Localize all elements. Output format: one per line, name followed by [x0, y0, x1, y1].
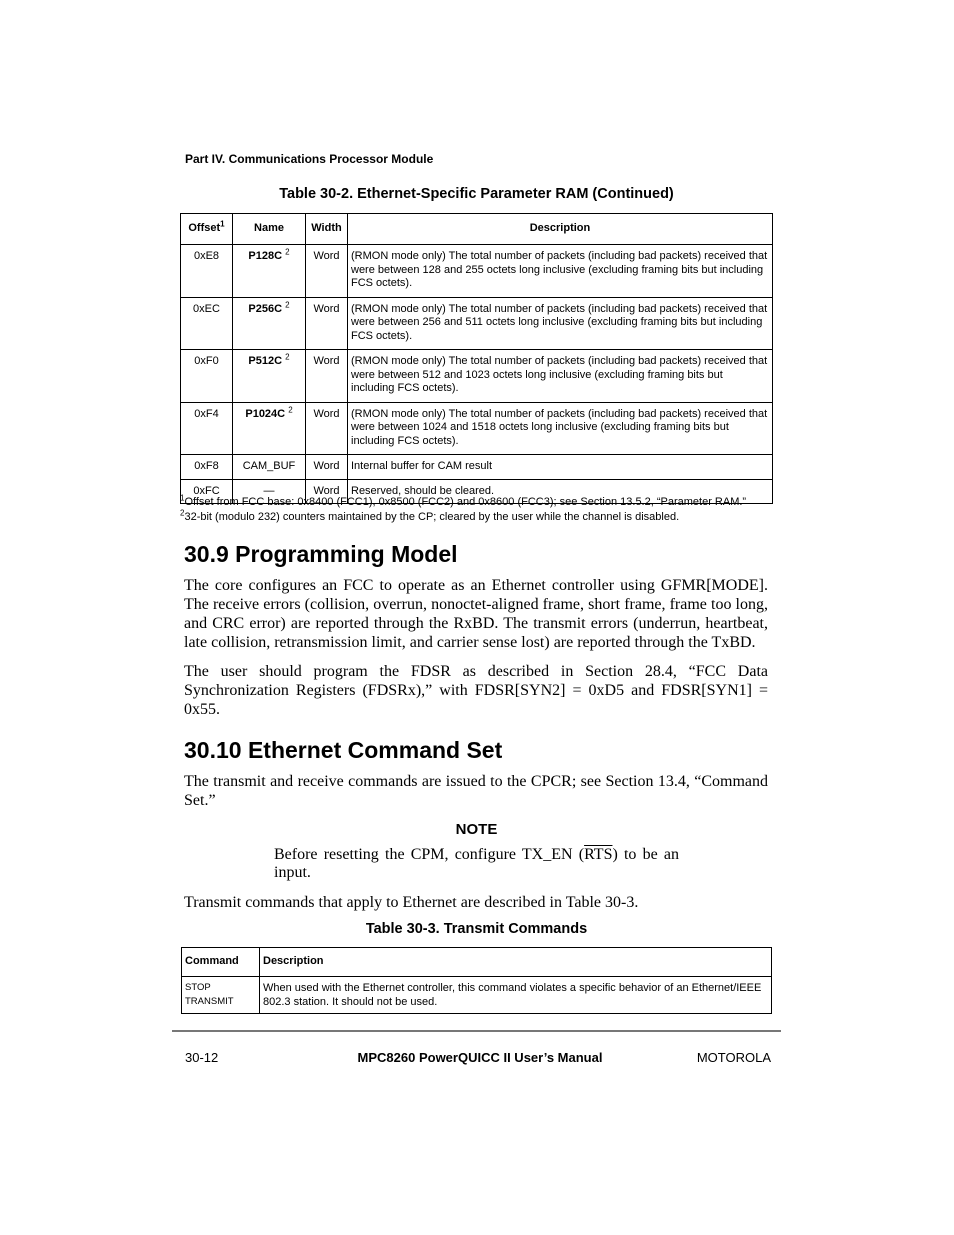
section-heading-ethernet-command-set: 30.10 Ethernet Command Set	[184, 737, 503, 763]
table-footnotes	[180, 495, 746, 525]
column-header-description: Description	[348, 214, 773, 245]
cell-name: P1024C $^2$	[233, 402, 306, 455]
cell-offset: 0xE8	[181, 245, 233, 298]
manual-title: MPC8260 PowerQUICC II User’s Manual	[357, 1050, 603, 1065]
table-row	[181, 297, 773, 350]
section-heading-programming-model: 30.9 Programming Model	[184, 541, 458, 567]
table-title: Table 30-2. Ethernet-Specific Parameter RAM (Continued)	[279, 186, 674, 202]
column-header-command: Command	[182, 948, 260, 977]
cell-description: Reserved, should be cleared.	[348, 479, 773, 504]
paragraph: Transmit commands that apply to Ethernet are described in Table 30-3.	[184, 894, 639, 911]
cell-name: P256C $^2$	[233, 297, 306, 350]
running-head: Part IV. Communications Processor Module	[185, 152, 434, 166]
page-number: 30-12	[185, 1050, 219, 1065]
column-header-description: Description	[260, 948, 772, 977]
cell-offset: 0xF0	[181, 350, 233, 403]
table-row	[181, 402, 773, 455]
cell-name: —	[233, 479, 306, 504]
cell-description: When used with the Ethernet controller, this command violates a specific behavior of an Ethernet/IEEE 802.3 station. It should not be used.	[260, 977, 772, 1014]
paragraph: The core configures an FCC to operate as an Ethernet controller using GFMR[MODE]. The receive errors (collision, overrun, nonoctet-aligned frame, short frame, frame too long, and CRC error) are reported through the RxBD. The transmit errors (underrun, heartbeat, late collision, retransmission limit, and carrier sense lost) are reported through the TxBD.	[184, 577, 768, 651]
cell-offset: 0xEC	[181, 297, 233, 350]
brand-name: MOTOROLA	[696, 1050, 771, 1065]
table-row	[182, 977, 772, 1014]
cell-offset: 0xF8	[181, 455, 233, 480]
cell-offset: 0xFC	[181, 479, 233, 504]
cell-description: Internal buffer for CAM result	[348, 455, 773, 480]
paragraph: The transmit and receive commands are issued to the CPCR; see Section 13.4, “Command Set.”	[184, 773, 768, 809]
footnote: $^2$32-bit (modulo 232) counters maintained by the CP; cleared by the user while the channel is disabled.	[180, 508, 680, 523]
cell-offset: 0xF4	[181, 402, 233, 455]
footnote: $^1$Offset from FCC base: 0x8400 (FCC1), 0x8500 (FCC2) and 0x8600 (FCC3); see Section 13.5.2, “Parameter RAM.”	[180, 493, 747, 508]
table-title: Table 30-3. Transmit Commands	[365, 921, 588, 937]
table-row	[181, 350, 773, 403]
parameter-ram-table	[180, 213, 773, 504]
cell-description: (RMON mode only) The total number of packets (including bad packets) received that were between 1024 and 1518 octets long inclusive (excluding framing bits but including FCS octets).	[348, 402, 773, 455]
column-header-offset: Offset$^1$	[181, 214, 233, 245]
paragraph: The user should program the FDSR as described in Section 28.4, “FCC Data Synchronization Registers (FDSRx),” with FDSR[SYN2] = 0xD5 and FDSR[SYN1] = 0x55.	[184, 663, 768, 718]
cell-width: Word	[306, 350, 348, 403]
table-row	[181, 245, 773, 298]
cell-name: CAM_BUF	[233, 455, 306, 480]
transmit-commands-table	[181, 947, 772, 1014]
column-header-width: Width	[306, 214, 348, 245]
note-body: Before resetting the CPM, configure TX_EN $(\overline{RTS})$ to be an input.	[274, 846, 679, 881]
cell-width: Word	[306, 402, 348, 455]
table-row	[181, 455, 773, 480]
cell-command: STOP TRANSMIT	[182, 977, 260, 1014]
cell-width: Word	[306, 297, 348, 350]
cell-width: Word	[306, 479, 348, 504]
cell-name: P512C $^2$	[233, 350, 306, 403]
cell-description: (RMON mode only) The total number of packets (including bad packets) received that were between 256 and 511 octets long inclusive (excluding framing bits but including FCS octets).	[348, 297, 773, 350]
cell-width: Word	[306, 245, 348, 298]
note-title: NOTE	[455, 821, 498, 838]
column-header-name: Name	[233, 214, 306, 245]
table-header-row	[181, 214, 773, 245]
footer-rule	[172, 1030, 781, 1032]
cell-width: Word	[306, 455, 348, 480]
cell-description: (RMON mode only) The total number of packets (including bad packets) received that were between 128 and 255 octets long inclusive (excluding framing bits but including FCS octets).	[348, 245, 773, 298]
cell-description: (RMON mode only) The total number of packets (including bad packets) received that were between 512 and 1023 octets long inclusive (excluding framing bits but including FCS octets).	[348, 350, 773, 403]
table-header-row	[182, 948, 772, 977]
cell-name: P128C $^2$	[233, 245, 306, 298]
